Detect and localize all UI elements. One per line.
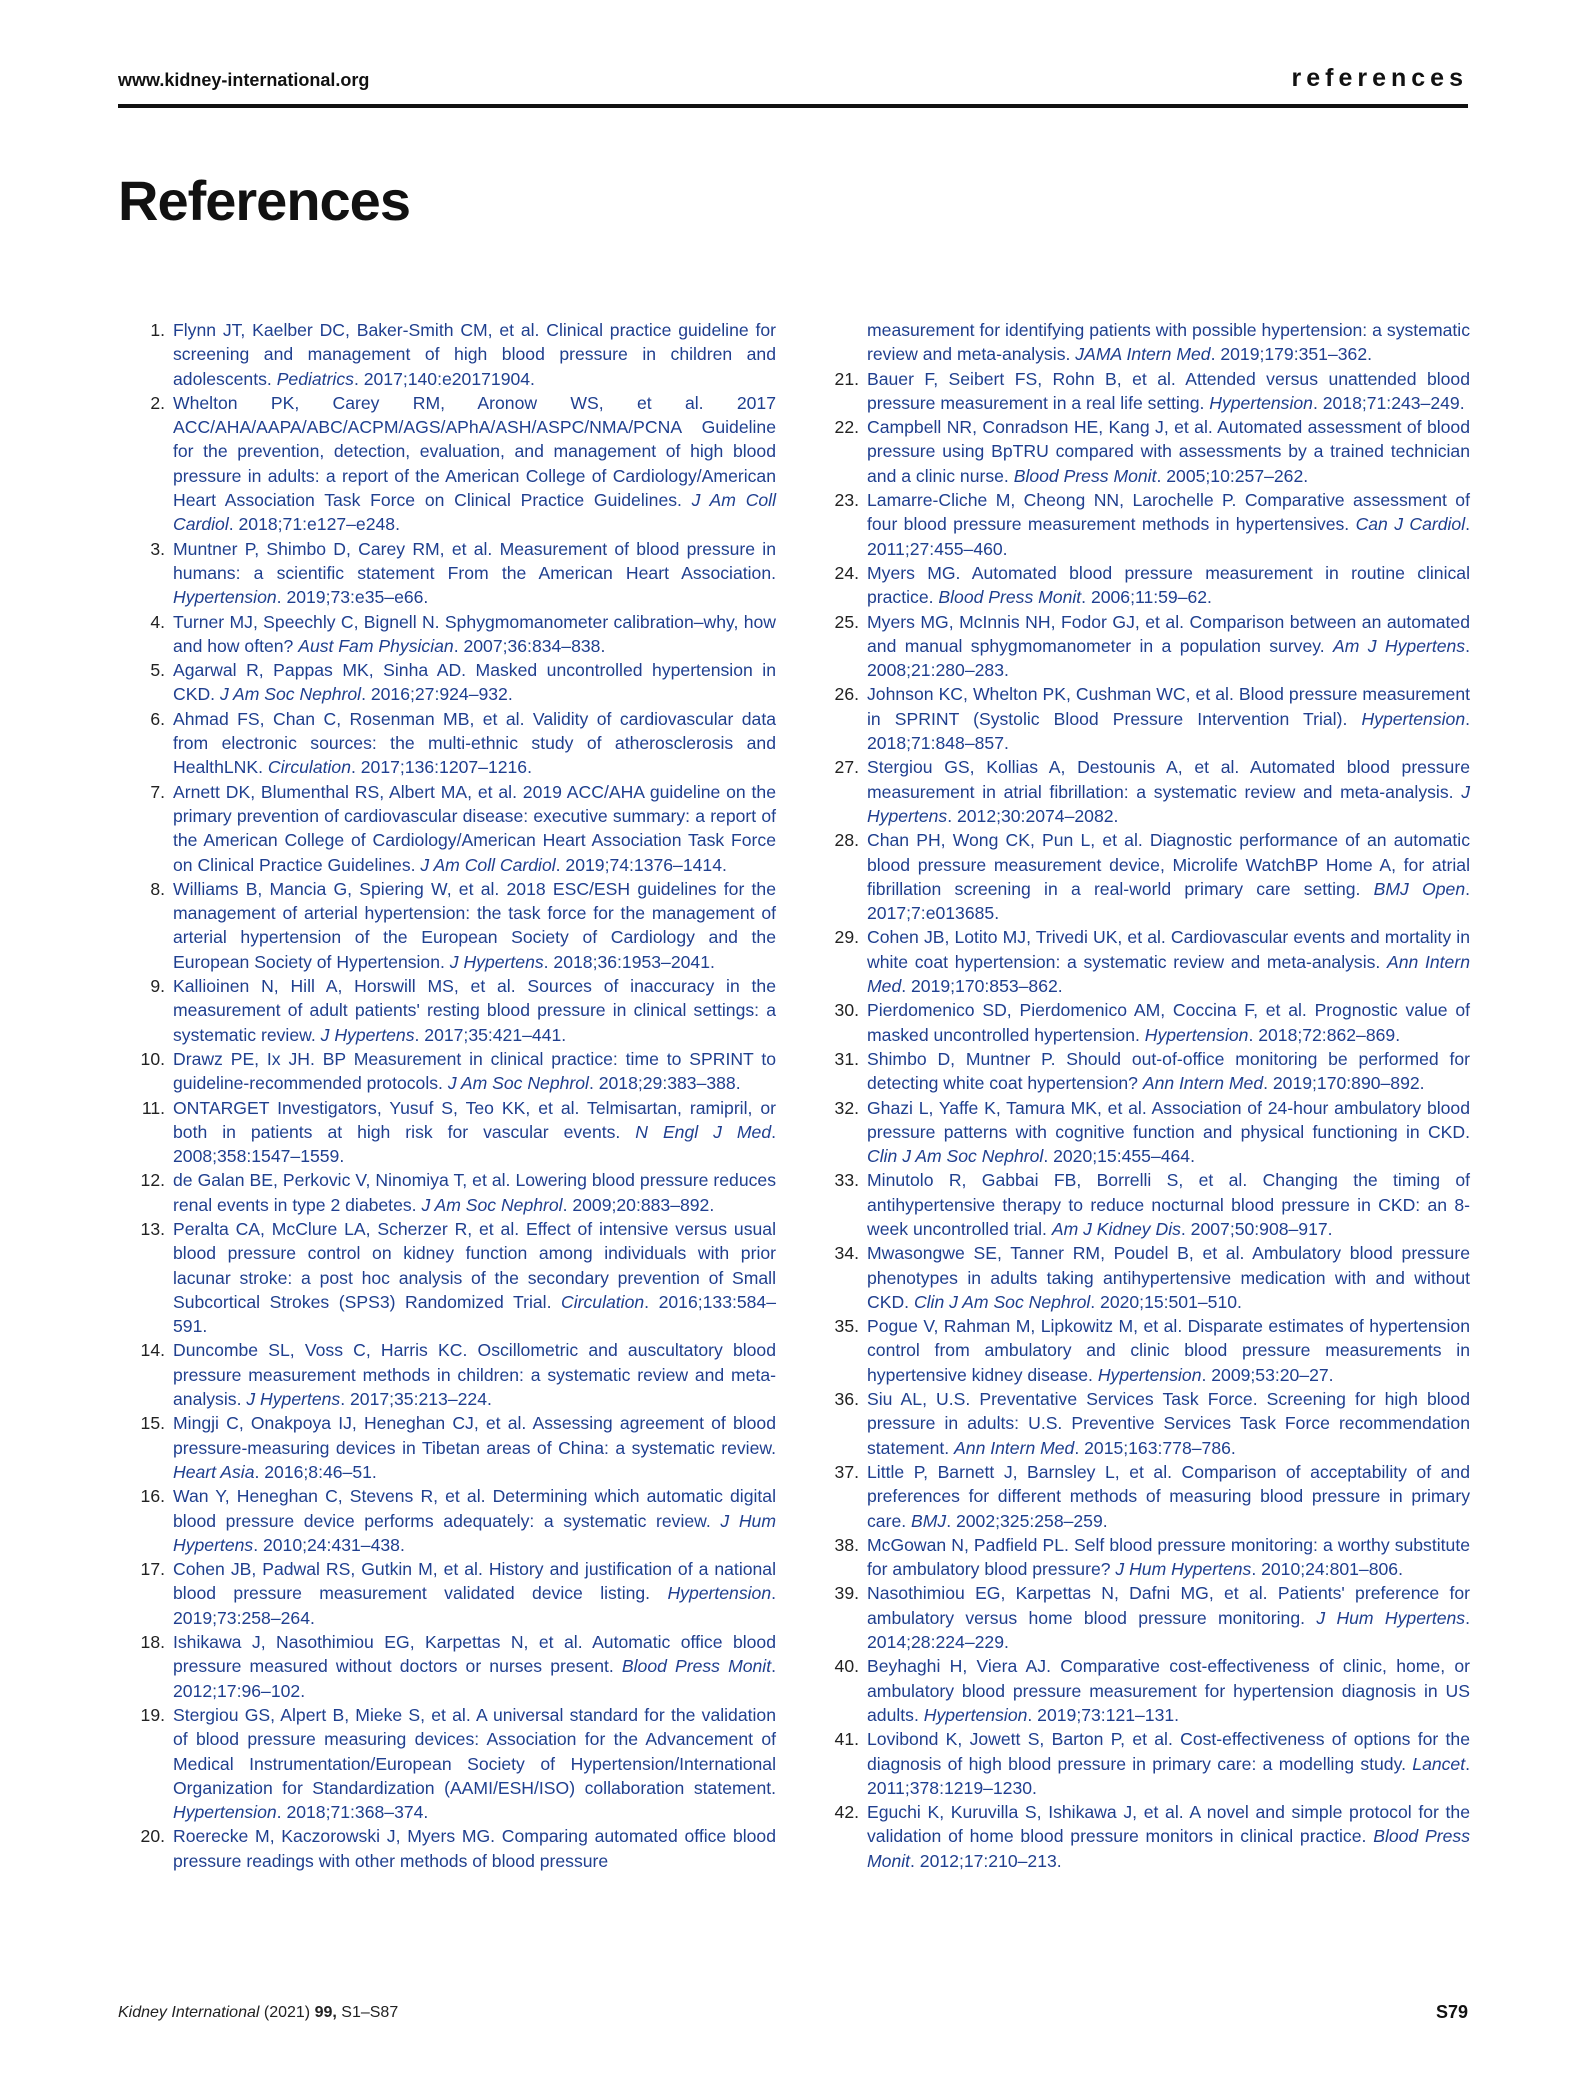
reference-citation: . 2018;71:243–249.: [1312, 392, 1465, 413]
reference-entry[interactable]: [150, 318, 776, 391]
reference-citation: . 2008;358:1547–1559.: [173, 1121, 776, 1167]
reference-text: Johnson KC, Whelton PK, Cushman WC, et al. Blood pressure measurement in SPRINT (Systolic Blood Pressure Intervention Trial).: [867, 684, 1470, 729]
reference-text: Shimbo D, Muntner P. Should out-of-office monitoring be performed for detecting white coat hypertension?: [867, 1048, 1470, 1094]
page-number: S79: [1435, 2002, 1468, 2022]
reference-number: 33.: [834, 1170, 859, 1191]
reference-number: 17.: [140, 1559, 165, 1580]
reference-entry[interactable]: [150, 877, 776, 974]
reference-entry[interactable]: [834, 755, 1470, 828]
reference-text: Ahmad FS, Chan C, Rosenman MB, et al. Validity of cardiovascular data from electronic sources: the multi-ethnic study of atherosclerosis and HealthLNK.: [173, 708, 776, 778]
reference-text: Pierdomenico SD, Pierdomenico AM, Coccina F, et al. Prognostic value of masked uncontrolled hypertension.: [867, 1000, 1470, 1045]
reference-entry[interactable]: [150, 610, 776, 659]
reference-number: 13.: [140, 1218, 165, 1239]
reference-journal: J Hypertens: [867, 781, 1470, 826]
reference-text: Pogue V, Rahman M, Lipkowitz M, et al. Disparate estimates of hypertension control from ambulatory and clinic blood pressure measurements in hypertensive kidney disease.: [867, 1316, 1470, 1385]
reference-citation: . 2017;35:213–224.: [340, 1389, 492, 1410]
reference-entry[interactable]: [150, 780, 776, 877]
reference-number: 3.: [150, 538, 165, 559]
reference-citation: . 2019;179:351–362.: [1210, 344, 1372, 365]
reference-entry[interactable]: [834, 1314, 1470, 1387]
reference-citation: . 2002;325:258–259.: [946, 1510, 1108, 1531]
reference-number: 26.: [834, 684, 859, 705]
section-tag: references: [1291, 64, 1468, 92]
reference-number: 20.: [140, 1826, 165, 1847]
reference-entry[interactable]: [150, 537, 776, 610]
reference-citation: . 2009;53:20–27.: [1201, 1364, 1334, 1385]
reference-citation: . 2014;28:224–229.: [867, 1607, 1470, 1653]
reference-journal: Hypertension: [1361, 708, 1466, 729]
reference-number: 38.: [834, 1534, 859, 1555]
reference-journal: Clin J Am Soc Nephrol: [867, 1146, 1044, 1167]
reference-entry[interactable]: [834, 1654, 1470, 1727]
reference-text: Agarwal R, Pappas MK, Sinha AD. Masked uncontrolled hypertension in CKD.: [173, 660, 776, 705]
reference-entry[interactable]: [140, 1630, 776, 1703]
reference-citation: . 2006;11:59–62.: [1081, 587, 1212, 608]
reference-entry[interactable]: [150, 974, 776, 1047]
reference-citation: . 2017;136:1207–1216.: [350, 757, 532, 778]
reference-citation: . 2019;73:121–131.: [1027, 1704, 1180, 1725]
reference-citation: . 2018;71:848–857.: [867, 708, 1470, 754]
reference-number: 27.: [834, 757, 859, 778]
reference-journal: Ann Intern Med: [1142, 1073, 1264, 1094]
reference-citation: . 2018;71:e127–e248.: [228, 514, 400, 535]
reference-citation: . 2016;133:584–591.: [173, 1291, 777, 1337]
reference-number: 23.: [834, 490, 859, 511]
reference-entry[interactable]: [834, 488, 1470, 561]
reference-text: Nasothimiou EG, Karpettas N, Dafni MG, et al. Patients' preference for ambulatory versus home blood pressure monitoring.: [867, 1583, 1470, 1628]
reference-text: Cohen JB, Lotito MJ, Trivedi UK, et al. Cardiovascular events and mortality in white coat hypertension: a systematic review and meta-analysis.: [867, 927, 1470, 972]
reference-journal: J Hypertens: [246, 1389, 341, 1410]
reference-entry[interactable]: [140, 1557, 776, 1630]
reference-journal: J Am Coll Cardiol: [173, 490, 777, 535]
reference-text: Ishikawa J, Nasothimiou EG, Karpettas N, et al. Automatic office blood pressure measured without doctors or nurses present.: [173, 1632, 776, 1677]
reference-journal: Hypertension: [923, 1704, 1028, 1725]
reference-entry[interactable]: [834, 682, 1470, 755]
reference-number: 39.: [834, 1583, 859, 1604]
reference-text: Siu AL, U.S. Preventative Services Task Force. Screening for high blood pressure in adults: U.S. Preventive Services Task Force recommendation statement.: [867, 1389, 1470, 1458]
footer-journal-name: Kidney International: [118, 2004, 260, 2021]
reference-journal: Hypertension: [1097, 1364, 1202, 1385]
reference-citation: . 2019;73:e35–e66.: [276, 587, 429, 608]
reference-number: 36.: [834, 1389, 859, 1410]
reference-entry[interactable]: [834, 1581, 1470, 1654]
reference-journal: Am J Hypertens: [1333, 635, 1466, 656]
reference-text: ONTARGET Investigators, Yusuf S, Teo KK, et al. Telmisartan, ramipril, or both in patients at high risk for vascular events.: [173, 1097, 776, 1142]
references-column-right: [834, 318, 1470, 1873]
reference-number: 19.: [140, 1704, 165, 1725]
reference-journal: J Hum Hypertens: [1115, 1559, 1252, 1580]
footer-pages: S1–S87: [336, 2004, 399, 2021]
reference-entry[interactable]: [140, 1047, 776, 1096]
reference-citation: . 2011;378:1219–1230.: [867, 1753, 1470, 1798]
reference-number: 28.: [834, 830, 859, 851]
reference-text: Peralta CA, McClure LA, Scherzer R, et al. Effect of intensive versus usual blood pressure control on kidney function among individuals with prior lacunar stroke: a post hoc analysis of the secondary prevention of Small Subcortical Strokes (SPS3) Randomized Trial.: [173, 1218, 776, 1312]
reference-journal: BMJ Open: [1373, 878, 1466, 899]
reference-number: 2.: [150, 392, 165, 413]
reference-journal: Am J Kidney Dis: [1051, 1218, 1181, 1239]
page-header: [118, 62, 1468, 108]
reference-text: Duncombe SL, Voss C, Harris KC. Oscillometric and auscultatory blood pressure measurement methods in children: a systematic review and meta-analysis.: [173, 1340, 776, 1410]
reference-entry[interactable]: [834, 1727, 1470, 1800]
reference-number: 42.: [834, 1802, 859, 1823]
reference-entry[interactable]: [834, 1387, 1470, 1460]
reference-journal: Hypertension: [173, 1802, 277, 1823]
reference-journal: J Hum Hypertens: [1316, 1607, 1466, 1628]
reference-entry[interactable]: [150, 391, 777, 537]
reference-entry[interactable]: [141, 1096, 776, 1169]
reference-journal: Hypertension: [173, 587, 277, 608]
reference-journal: J Hypertens: [320, 1024, 415, 1045]
reference-text: Campbell NR, Conradson HE, Kang J, et al. Automated assessment of blood pressure using BpTRU compared with assessments by a trained technician and a clinic nurse.: [867, 417, 1470, 486]
reference-citation: . 2016;27:924–932.: [361, 684, 513, 705]
reference-citation: . 2010;24:431–438.: [253, 1534, 405, 1555]
reference-number: 41.: [834, 1729, 859, 1750]
reference-text: Myers MG. Automated blood pressure measurement in routine clinical practice.: [867, 562, 1470, 608]
reference-entry[interactable]: [834, 1460, 1470, 1533]
reference-number: 21.: [834, 368, 859, 389]
reference-citation: . 2015;163:778–786.: [1074, 1437, 1236, 1458]
references-column-left: [140, 318, 777, 1873]
reference-entry[interactable]: [834, 610, 1470, 683]
reference-journal: Blood Press Monit: [621, 1656, 772, 1677]
reference-citation: . 2007;50:908–917.: [1180, 1218, 1333, 1239]
reference-journal: J Am Soc Nephrol: [447, 1073, 589, 1094]
reference-journal: J Hypertens: [449, 951, 544, 972]
reference-entry[interactable]: [834, 1096, 1470, 1169]
reference-journal: Circulation: [561, 1291, 645, 1312]
reference-entry[interactable]: [150, 658, 776, 707]
reference-entry[interactable]: [140, 1484, 776, 1557]
reference-text: Stergiou GS, Alpert B, Mieke S, et al. A universal standard for the validation of blood pressure measuring devices: Association for the Advancement of Medical Instrumentation/European Society of Hypertension/International Organization for Standardization (AAMI/ESH/ISO) collaboration statement.: [173, 1704, 776, 1798]
reference-citation: . 2005;10:257–262.: [1156, 465, 1309, 486]
reference-journal: Can J Cardiol: [1355, 514, 1466, 535]
reference-text: Flynn JT, Kaelber DC, Baker-Smith CM, et al. Clinical practice guideline for screening and management of high blood pressure in children and adolescents.: [173, 320, 776, 389]
reference-number: 37.: [834, 1461, 859, 1482]
reference-entry[interactable]: [834, 367, 1470, 416]
reference-entry[interactable]: [834, 1800, 1470, 1873]
page-title: References: [118, 169, 410, 232]
reference-text: de Galan BE, Perkovic V, Ninomiya T, et al. Lowering blood pressure reduces renal events in type 2 diabetes.: [173, 1170, 776, 1215]
reference-journal: Clin J Am Soc Nephrol: [913, 1291, 1091, 1312]
reference-citation: . 2012;17:96–102.: [173, 1656, 776, 1701]
reference-entry[interactable]: [140, 1824, 776, 1873]
reference-citation: . 2008;21:280–283.: [867, 635, 1470, 681]
reference-journal: Hypertension: [1209, 392, 1313, 413]
reference-number: 7.: [150, 781, 165, 802]
reference-journal: Pediatrics: [276, 368, 354, 389]
reference-citation: . 2019;170:890–892.: [1263, 1073, 1425, 1094]
reference-number: 15.: [140, 1413, 165, 1434]
reference-entry[interactable]: [834, 415, 1470, 488]
reference-entry[interactable]: [834, 561, 1470, 610]
reference-journal: N Engl J Med: [635, 1121, 772, 1142]
reference-text: Williams B, Mancia G, Spiering W, et al. 2018 ESC/ESH guidelines for the management of arterial hypertension: the task force for the management of arterial hypertension of the European Society of Cardiology and the European Society of Hypertension.: [173, 878, 776, 972]
reference-journal: J Am Coll Cardiol: [420, 854, 556, 875]
reference-citation: . 2007;36:834–838.: [453, 635, 606, 656]
reference-journal: Heart Asia: [173, 1461, 255, 1482]
reference-number: 29.: [834, 927, 859, 948]
reference-journal: Blood Press Monit: [867, 1826, 1470, 1871]
reference-number: 1.: [150, 320, 165, 340]
reference-entry[interactable]: [140, 1338, 776, 1411]
reference-text: Mingji C, Onakpoya IJ, Heneghan CJ, et al. Assessing agreement of blood pressure-measuring devices in Tibetan areas of China: a systematic review.: [173, 1413, 776, 1458]
reference-citation: . 2020;15:501–510.: [1090, 1291, 1242, 1312]
reference-entry[interactable]: [140, 1703, 776, 1824]
reference-citation: . 2019;170:853–862.: [901, 976, 1063, 997]
reference-citation: . 2017;35:421–441.: [414, 1024, 567, 1045]
reference-entry[interactable]: [834, 998, 1470, 1047]
reference-text: McGowan N, Padfield PL. Self blood pressure monitoring: a worthy substitute for ambulatory blood pressure?: [867, 1534, 1470, 1580]
reference-text: Beyhaghi H, Viera AJ. Comparative cost-effectiveness of clinic, home, or ambulatory blood pressure measurement for hypertension diagnosis in US adults.: [867, 1656, 1470, 1725]
reference-journal: Lancet: [1412, 1753, 1466, 1774]
reference-journal: J Hum Hypertens: [173, 1510, 776, 1555]
reference-journal: Ann Intern Med: [867, 951, 1470, 997]
footer-citation: [118, 2004, 398, 2022]
reference-citation: . 2020;15:455–464.: [1043, 1146, 1195, 1167]
reference-text: Ghazi L, Yaffe K, Tamura MK, et al. Association of 24-hour ambulatory blood pressure patterns with cognitive function and physical functioning in CKD.: [867, 1097, 1470, 1142]
reference-number: 22.: [834, 417, 859, 438]
reference-entry[interactable]: [834, 828, 1470, 925]
reference-text: Mwasongwe SE, Tanner RM, Poudel B, et al. Ambulatory blood pressure phenotypes in adults taking antihypertensive medication with and without CKD.: [867, 1243, 1470, 1312]
reference-number: 35.: [834, 1316, 859, 1337]
reference-text: Cohen JB, Padwal RS, Gutkin M, et al. History and justification of a national blood pressure measurement validated device listing.: [173, 1559, 776, 1604]
reference-entry[interactable]: [867, 318, 1470, 367]
reference-number: 8.: [150, 878, 165, 899]
reference-citation: . 2016;8:46–51.: [254, 1461, 377, 1482]
reference-text: Drawz PE, Ix JH. BP Measurement in clinical practice: time to SPRINT to guideline-recommended protocols.: [173, 1048, 776, 1094]
reference-text: Whelton PK, Carey RM, Aronow WS, et al. 2017 ACC/AHA/AAPA/ABC/ACPM/AGS/APhA/ASH/ASPC/NMA/PCNA Guideline for the prevention, detection, evaluation, and management of high blood pressure in adults: a report of the American College of Cardiology/American Heart Association Task Force on Clinical Practice Guidelines.: [173, 392, 776, 511]
reference-number: 5.: [150, 660, 165, 681]
reference-entry[interactable]: [150, 707, 776, 780]
reference-entry[interactable]: [140, 1168, 776, 1217]
site-url-link[interactable]: www.kidney-international.org: [118, 70, 370, 90]
reference-citation: . 2018;72:862–869.: [1248, 1024, 1401, 1045]
reference-number: 18.: [140, 1632, 165, 1653]
reference-number: 12.: [140, 1170, 165, 1191]
reference-text: Lamarre-Cliche M, Cheong NN, Larochelle P. Comparative assessment of four blood pressure measurement methods in hypertensives.: [867, 490, 1470, 535]
reference-number: 31.: [834, 1048, 859, 1069]
footer-volume: 99,: [314, 2004, 337, 2021]
reference-text: Myers MG, McInnis NH, Fodor GJ, et al. Comparison between an automated and manual sphygmomanometer in a population survey.: [867, 611, 1470, 656]
reference-entry[interactable]: [834, 1047, 1470, 1096]
reference-journal: Blood Press Monit: [938, 587, 1082, 608]
reference-entry[interactable]: [834, 925, 1470, 998]
reference-citation: . 2017;7:e013685.: [867, 878, 1470, 924]
reference-journal: Aust Fam Physician: [298, 635, 454, 656]
reference-text: Minutolo R, Gabbai FB, Borrelli S, et al. Changing the timing of antihypertensive therapy to reduce nocturnal blood pressure in CKD: an 8-week uncontrolled trial.: [867, 1170, 1470, 1239]
reference-citation: . 2017;140:e20171904.: [353, 368, 535, 389]
reference-number: 9.: [150, 976, 165, 997]
reference-number: 16.: [140, 1486, 165, 1507]
reference-text: Chan PH, Wong CK, Pun L, et al. Diagnostic performance of an automatic blood pressure measurement device, Microlife WatchBP Home A, for atrial fibrillation screening in a real-world primary care setting.: [867, 830, 1470, 899]
reference-journal: J Am Soc Nephrol: [219, 684, 362, 705]
reference-citation: . 2012;30:2074–2082.: [947, 805, 1119, 826]
reference-journal: Hypertension: [667, 1583, 772, 1604]
reference-text: Wan Y, Heneghan C, Stevens R, et al. Determining which automatic digital blood pressure device performs adequately: a systematic review.: [173, 1486, 776, 1531]
reference-number: 11.: [141, 1097, 165, 1118]
footer-year: (2021): [259, 2004, 315, 2021]
reference-text: Kallioinen N, Hill A, Horswill MS, et al. Sources of inaccuracy in the measurement of adult patients' resting blood pressure in clinical settings: a systematic review.: [173, 976, 776, 1045]
reference-journal: Hypertension: [1144, 1024, 1249, 1045]
reference-citation: . 2019;73:258–264.: [173, 1583, 776, 1628]
reference-citation: . 2018;36:1953–2041.: [543, 951, 715, 972]
reference-number: 25.: [834, 611, 859, 632]
reference-journal: Circulation: [267, 757, 351, 778]
reference-text: Muntner P, Shimbo D, Carey RM, et al. Measurement of blood pressure in humans: a scientific statement From the American Heart Association.: [173, 538, 776, 583]
reference-citation: . 2012;17:210–213.: [910, 1850, 1062, 1871]
reference-number: 40.: [834, 1656, 859, 1677]
reference-citation: . 2018;29:383–388.: [588, 1073, 741, 1094]
reference-text: Bauer F, Seibert FS, Rohn B, et al. Attended versus unattended blood pressure measurement in a real life setting.: [867, 368, 1470, 413]
reference-text: Stergiou GS, Kollias A, Destounis A, et al. Automated blood pressure measurement in atrial fibrillation: a systematic review and meta-analysis.: [867, 757, 1470, 802]
reference-number: 4.: [150, 611, 165, 632]
reference-number: 6.: [150, 708, 165, 729]
reference-journal: J Am Soc Nephrol: [421, 1194, 563, 1215]
reference-text: Arnett DK, Blumenthal RS, Albert MA, et al. 2019 ACC/AHA guideline on the primary prevention of cardiovascular disease: executive summary: a report of the American College of Cardiology/American Heart Association Task Force on Clinical Practice Guidelines.: [173, 781, 776, 875]
reference-text: Eguchi K, Kuruvilla S, Ishikawa J, et al. A novel and simple protocol for the validation of home blood pressure monitors in clinical practice.: [867, 1802, 1470, 1847]
reference-number: 14.: [140, 1340, 165, 1361]
reference-citation: . 2009;20:883–892.: [562, 1194, 715, 1215]
reference-entry[interactable]: [834, 1168, 1470, 1241]
reference-number: 32.: [834, 1097, 859, 1118]
reference-entry[interactable]: [140, 1217, 777, 1338]
page-footer: [118, 2004, 1468, 2028]
reference-entry[interactable]: [834, 1241, 1470, 1314]
reference-entry[interactable]: [140, 1411, 776, 1484]
reference-journal: BMJ: [911, 1510, 947, 1531]
reference-number: 30.: [834, 1000, 859, 1021]
reference-citation: . 2019;74:1376–1414.: [555, 854, 727, 875]
reference-journal: Ann Intern Med: [954, 1437, 1075, 1458]
reference-journal: JAMA Intern Med: [1075, 344, 1211, 365]
reference-text: Lovibond K, Jowett S, Barton P, et al. Cost-effectiveness of options for the diagnosis of high blood pressure in primary care: a modelling study.: [867, 1729, 1470, 1774]
reference-journal: Blood Press Monit: [1013, 465, 1157, 486]
reference-citation: . 2018;71:368–374.: [276, 1802, 429, 1823]
reference-number: 34.: [834, 1243, 859, 1264]
reference-number: 10.: [140, 1048, 165, 1069]
reference-text: measurement for identifying patients with possible hypertension: a systematic review and meta-analysis.: [867, 320, 1470, 365]
reference-citation: . 2010;24:801–806.: [1251, 1559, 1403, 1580]
reference-text: Turner MJ, Speechly C, Bignell N. Sphygmomanometer calibration–why, how and how often?: [173, 611, 776, 656]
reference-text: Roerecke M, Kaczorowski J, Myers MG. Comparing automated office blood pressure readings with other methods of blood pressure: [173, 1826, 776, 1871]
reference-number: 24.: [834, 562, 859, 583]
reference-citation: . 2011;27:455–460.: [867, 514, 1470, 559]
reference-entry[interactable]: [834, 1533, 1470, 1582]
reference-text: Little P, Barnett J, Barnsley L, et al. Comparison of acceptability of and preferences for different methods of measuring blood pressure in primary care.: [867, 1461, 1470, 1531]
